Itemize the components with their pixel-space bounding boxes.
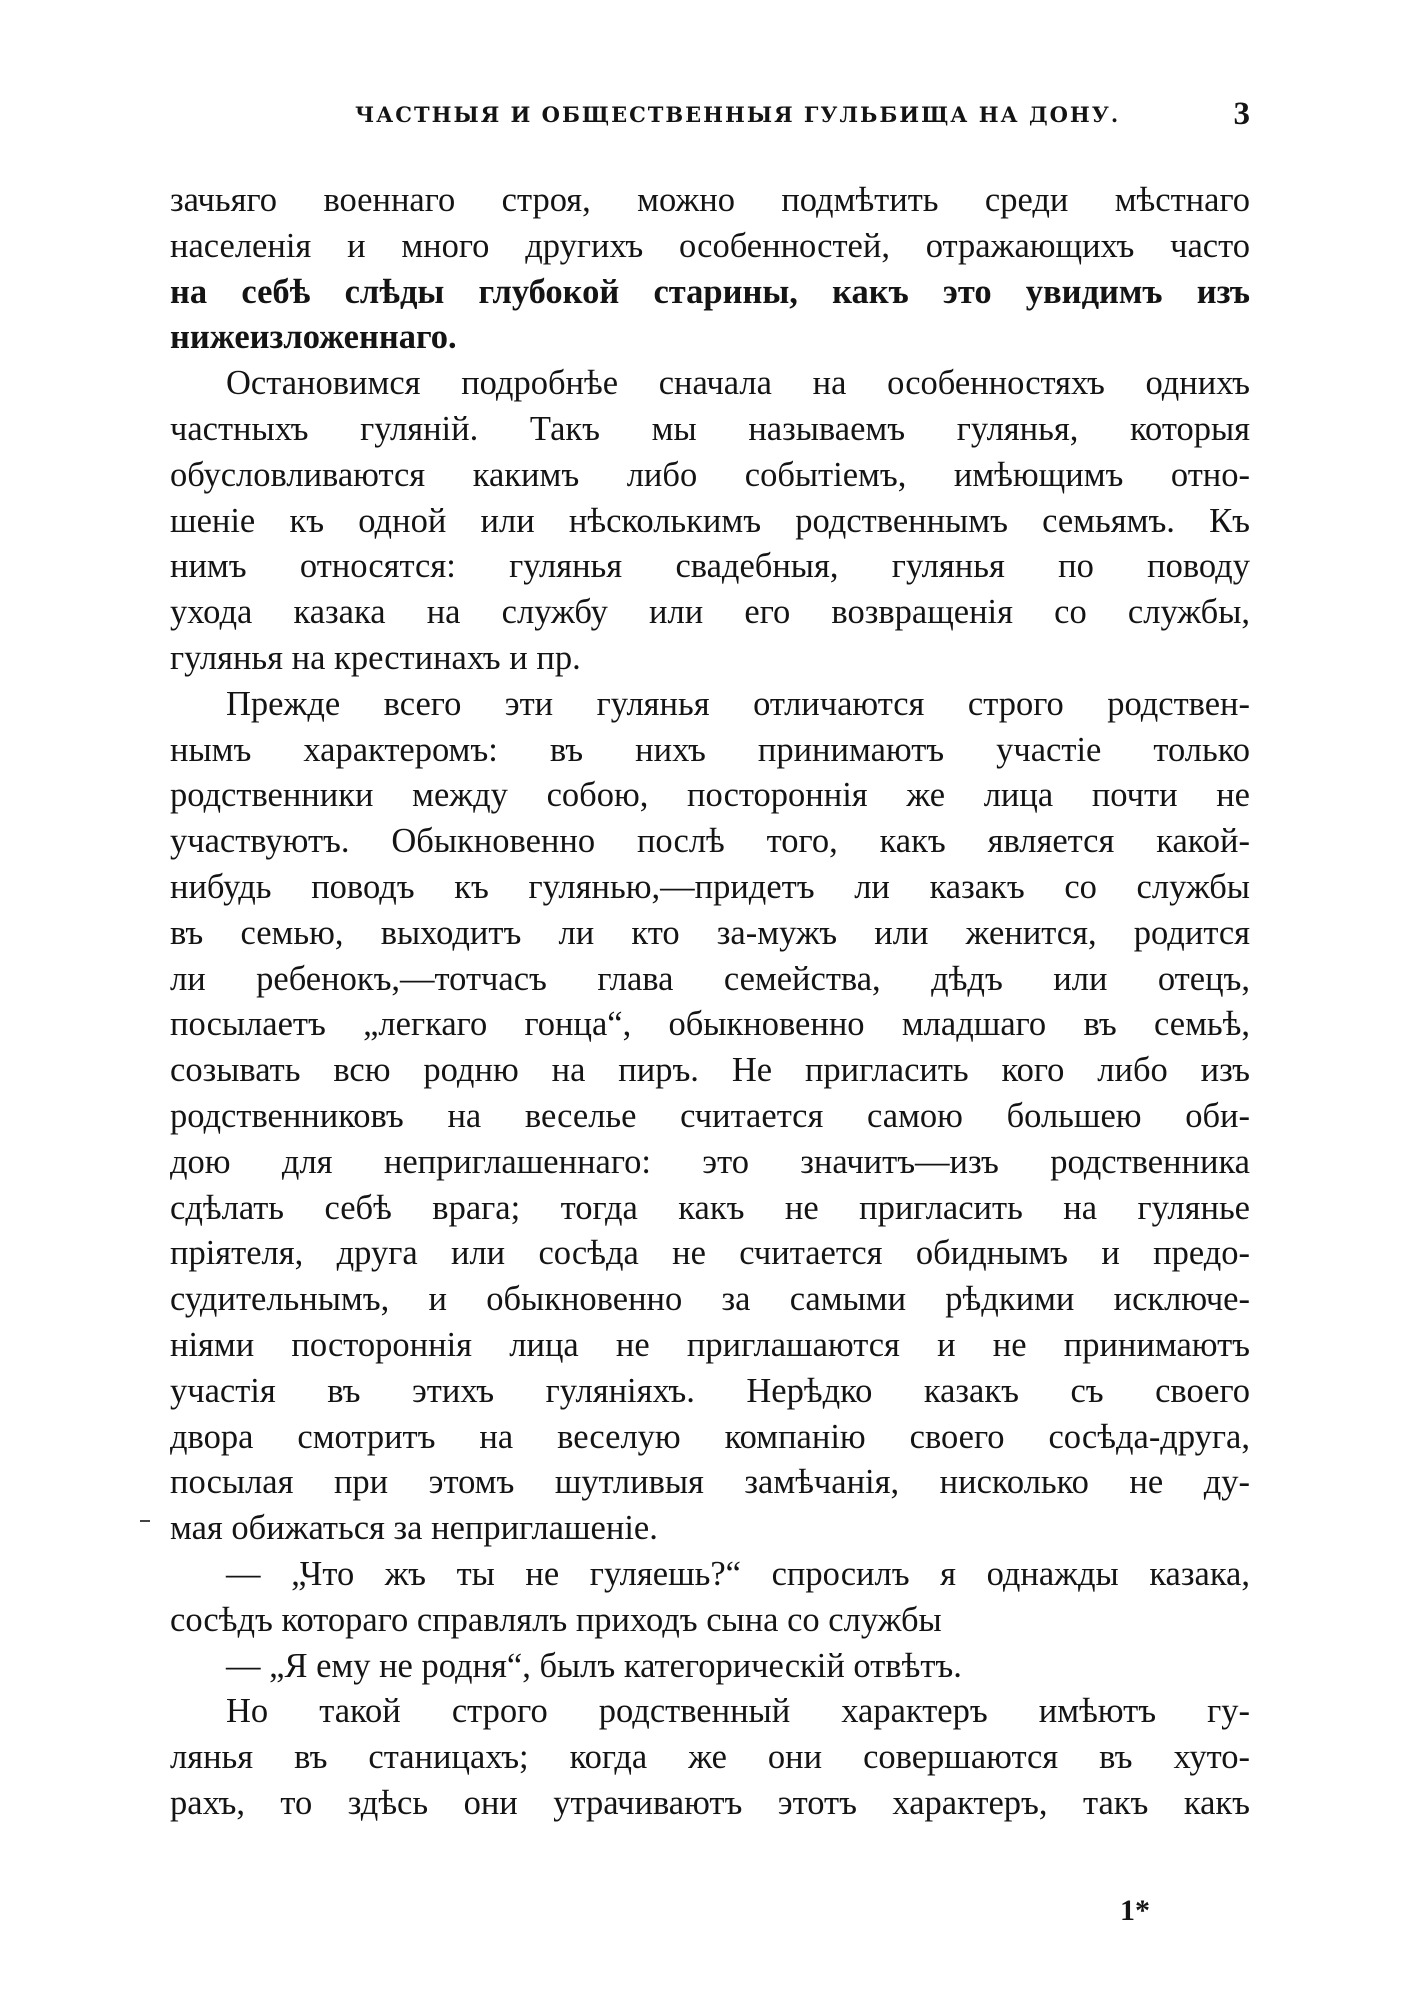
page-number: 3 <box>1233 96 1250 132</box>
text-line: мая обижаться за неприглашеніе. <box>170 1509 658 1548</box>
text-line: ніями постороннія лица не приглашаются и не принимаютъ <box>170 1325 1250 1364</box>
text-line: сдѣлать себѣ врага; тогда какъ не пригласить на гулянье <box>170 1188 1250 1227</box>
text-line: рахъ, то здѣсь они утрачиваютъ этотъ характеръ, такъ какъ <box>170 1783 1250 1822</box>
text-line: — „Я ему не родня“, былъ категорическій отвѣтъ. <box>226 1646 962 1685</box>
text-line: двора смотритъ на веселую компанію своего сосѣда-друга, <box>170 1417 1250 1456</box>
text-line: гулянья на крестинахъ и пр. <box>170 638 581 677</box>
text-line: дою для неприглашеннаго: это значитъ—изъ родственника <box>170 1142 1250 1181</box>
text-line: частныхъ гуляній. Такъ мы называемъ гулянья, которыя <box>170 409 1250 448</box>
margin-mark <box>140 1520 150 1522</box>
running-title: ЧАСТНЫЯ И ОБЩЕСТВЕННЫЯ ГУЛЬБИЩА НА ДОНУ. <box>355 102 1121 127</box>
text-line: созывать всю родню на пиръ. Не пригласить кого либо изъ <box>170 1051 1250 1090</box>
text-line: участія въ этихъ гуляніяхъ. Нерѣдко казакъ съ своего <box>170 1371 1250 1410</box>
running-head <box>170 96 1250 136</box>
text-line: — „Что жъ ты не гуляешь?“ спросилъ я однажды казака, <box>226 1554 1250 1593</box>
text-line: родственниковъ на веселье считается самою большею оби- <box>170 1096 1250 1135</box>
text-line: ухода казака на службу или его возвращенія со службы, <box>170 593 1250 632</box>
text-line: нимъ относятся: гулянья свадебныя, гулянья по поводу <box>170 547 1250 586</box>
text-line: нибудь поводъ къ гулянью,—придетъ ли казакъ со службы <box>170 867 1250 906</box>
text-line: лянья въ станицахъ; когда же они совершаются въ хуто- <box>170 1738 1250 1777</box>
text-line: обусловливаются какимъ либо событіемъ, имѣющимъ отно- <box>170 455 1250 494</box>
text-line: въ семью, выходитъ ли кто за-мужъ или женится, родится <box>170 913 1250 952</box>
body-text <box>170 178 1250 1827</box>
text-line: посылаетъ „легкаго гонца“, обыкновенно младшаго въ семьѣ, <box>170 1005 1250 1044</box>
text-line: сосѣдъ котораго справлялъ приходъ сына со службы <box>170 1600 942 1639</box>
text-line: судительнымъ, и обыкновенно за самыми рѣдкими исключе- <box>170 1280 1250 1319</box>
text-line: на себѣ слѣды глубокой старины, какъ это увидимъ изъ <box>170 272 1250 311</box>
text-line: пріятеля, друга или сосѣда не считается обиднымъ и предо- <box>170 1234 1250 1273</box>
text-line: Прежде всего эти гулянья отличаются строго родствен- <box>226 684 1250 723</box>
text-line: Остановимся подробнѣе сначала на особенностяхъ однихъ <box>226 364 1250 403</box>
text-line: посылая при этомъ шутливыя замѣчанія, нисколько не ду- <box>170 1463 1250 1502</box>
text-line: зачьяго военнаго строя, можно подмѣтить среди мѣстнаго <box>170 181 1250 219</box>
signature-mark: 1* <box>1120 1894 1150 1927</box>
text-line: Но такой строго родственный характеръ имѣютъ гу- <box>226 1692 1250 1731</box>
text-line: участвуютъ. Обыкновенно послѣ того, какъ является какой- <box>170 822 1250 861</box>
text-line: ли ребенокъ,—тотчасъ глава семейства, дѣдъ или отецъ, <box>170 959 1250 998</box>
text-line: населенія и много другихъ особенностей, отражающихъ часто <box>170 226 1250 265</box>
text-line: нымъ характеромъ: въ нихъ принимаютъ участіе только <box>170 730 1250 769</box>
text-line: нижеизложеннаго. <box>170 318 457 357</box>
text-line: шеніе къ одной или нѣсколькимъ родственнымъ семьямъ. Къ <box>170 501 1250 540</box>
text-line: родственники между собою, постороннія же лица почти не <box>170 776 1250 815</box>
